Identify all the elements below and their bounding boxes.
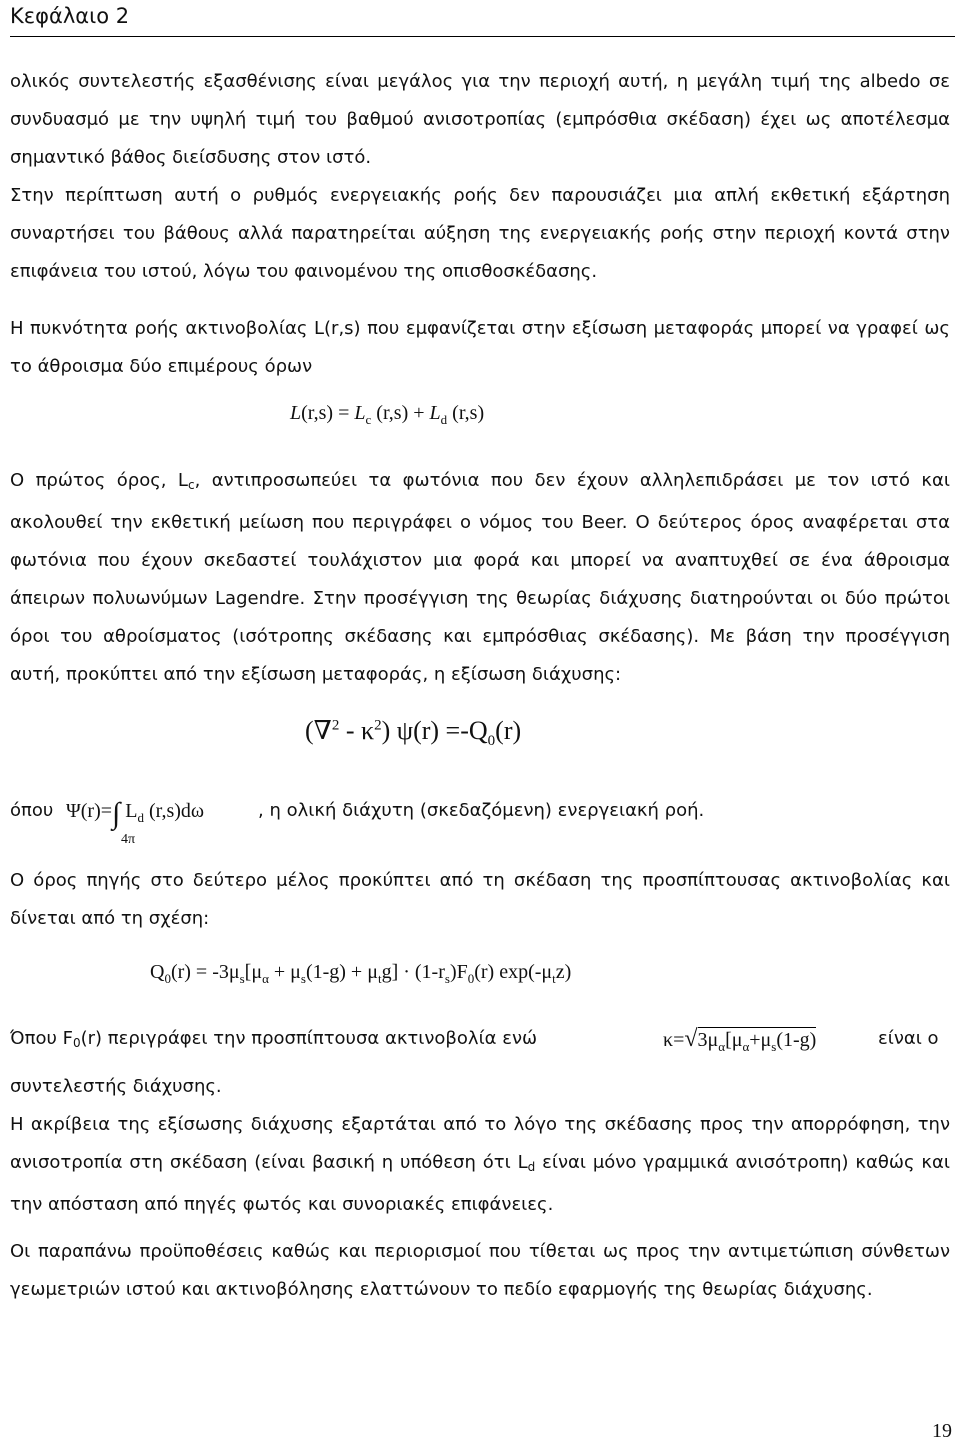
paragraph-6-line-2: συντελεστής διάχυσης. bbox=[10, 1076, 222, 1097]
chapter-title: Κεφάλαιο 2 bbox=[10, 4, 130, 28]
equation-diffusion: $(\nabla^2 - \kappa^2)$ $\psi(r) =-Q_0(r)$ bbox=[305, 716, 522, 750]
equation-source-term: $Q_0(r) = -3\mu_s[\mu_\alpha + \mu_s(1-g) + \mu_tg] \cdot (1-r_s)F_0(r)$ $\exp(-\mu_tz)$ bbox=[150, 961, 572, 986]
paragraph-5: Ο όρος πηγής στο δεύτερο μέλος προκύπτει από τη σκέδαση της προσπίπτουσας ακτινοβολίας και δίνεται από τη σχέση: bbox=[10, 870, 950, 929]
definition-text: , η ολική διάχυτη (σκεδαζόμενη) ενεργειακή ροή. bbox=[258, 800, 705, 821]
equation-total-fluence: Ψ(r)=∫ $L_d$ (r,s)dω bbox=[66, 797, 205, 830]
paragraph-4: Ο πρώτος όρος, $L_c$, αντιπροσωπεύει τα φωτόνια που δεν έχουν αλληλεπιδράσει με τον ιστό και ακολουθεί την εκθετική μείωση που περιγράφει ο νόμος του Beer. Ο δεύτερος όρος αναφέρεται στα φωτόνια που έχουν σκεδαστεί τουλάχιστον μια φορά και μπορεί να αναπτυχθεί σε ένα άθροισμα άπειρων πολυωνύμων Lagendre. Στην προσέγγιση της θεωρίας διάχυσης διατηρούνται οι δύο πρώτοι όροι του αθροίσματος (ισότροπης σκέδασης και εμπρόσθιας σκέδασης). Με βάση την προσέγγιση αυτή, προκύπτει από την εξίσωση μεταφοράς, η εξίσωση διάχυσης: bbox=[10, 470, 950, 685]
integral-limit: 4π bbox=[121, 832, 136, 847]
paragraph-3: Η πυκνότητα ροής ακτινοβολίας L(r,s) που εμφανίζεται στην εξίσωση μεταφοράς μπορεί να γραφεί ως το άθροισμα δύο επιμέρους όρων bbox=[10, 318, 950, 377]
paragraph-8: Οι παραπάνω προϋποθέσεις καθώς και περιορισμοί που τίθεται ως προς την αντιμετώπιση σύνθετων γεωμετριών ιστού και ακτινοβόλησης ελαττώνουν το πεδίο εφαρμογής της θεωρίας διάχυσης. bbox=[10, 1241, 950, 1300]
page-header bbox=[10, 0, 955, 37]
page-number: 19 bbox=[932, 1420, 952, 1442]
paragraph-6-line-1: Όπου $F_0(r)$ περιγράφει την προσπίπτουσα ακτινοβολία ενώ bbox=[10, 1028, 538, 1050]
equation-radiance-sum: $L(r,s) = L_c$ $(r,s) + L_d$ (r,s) bbox=[290, 402, 485, 427]
equation-diffusion-coefficient: $\kappa=√3\mu_\alpha[\mu_\alpha+\mu_s(1-g)$ bbox=[663, 1026, 817, 1054]
paragraph-2: Στην περίπτωση αυτή ο ρυθμός ενεργειακής ροής δεν παρουσιάζει μια απλή εκθετική εξάρτηση συναρτήσει του βάθους αλλά παρατηρείται αύξηση της ενεργειακής ροής στην περιοχή κοντά στην επιφάνεια του ιστού, λόγω του φαινομένου της οπισθοσκέδασης. bbox=[10, 185, 950, 282]
paragraph-7: Η ακρίβεια της εξίσωσης διάχυσης εξαρτάται από το λόγο της σκέδασης προς την απορρόφηση, την ανισοτροπία στη σκέδαση (είναι βασική η υπόθεση ότι $L_d$ είναι μόνο γραμμικά ανισότροπη) καθώς και την απόσταση από πηγές φωτός και συνοριακές επιφάνειες. bbox=[10, 1114, 950, 1215]
paragraph-6-tail: είναι ο bbox=[878, 1028, 939, 1049]
paragraph-1: ολικός συντελεστής εξασθένισης είναι μεγάλος για την περιοχή αυτή, η μεγάλη τιμή της albedo σε συνδυασμό με την υψηλή τιμή του βαθμού ανισοτροπίας (εμπρόσθια σκέδαση) έχει ως αποτέλεσμα σημαντικό βάθος διείσδυσης στον ιστό. bbox=[10, 71, 950, 168]
definition-line: όπου bbox=[10, 800, 54, 821]
